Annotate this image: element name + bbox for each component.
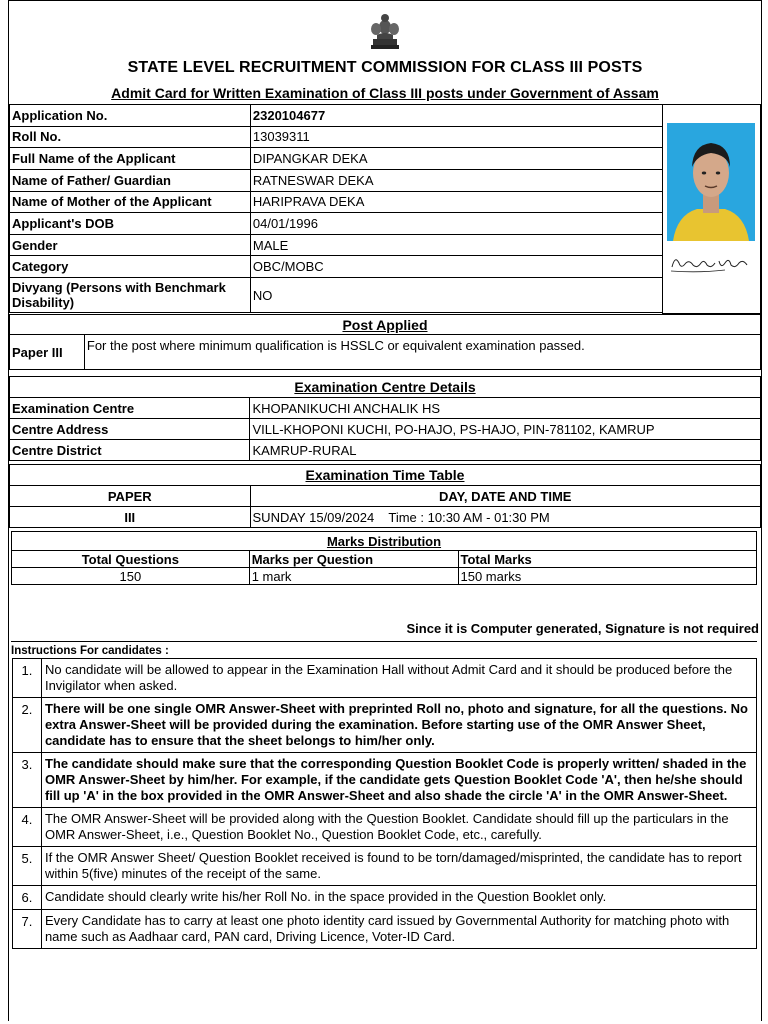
field-label: Name of Father/ Guardian: [10, 169, 251, 191]
field-label: Centre Address: [10, 419, 250, 440]
table-row: [10, 105, 761, 127]
marks-per-question-header: Marks per Question: [249, 551, 458, 568]
admit-card: [8, 0, 762, 1021]
paper-label: Paper III: [10, 335, 85, 370]
instruction-text: The OMR Answer-Sheet will be provided along with the Question Booklet. Candidate should fill up the particulars in the OMR Answer-Sheet, i.e., Question Booklet No., Question Booklet Code, etc., carefully.: [41, 808, 756, 847]
table-row: [10, 419, 761, 440]
total-marks-value: 150 marks: [458, 568, 757, 585]
table-row: [10, 213, 761, 235]
table-row: [10, 256, 761, 278]
table-row: [10, 148, 761, 170]
post-applied-heading: Post Applied: [10, 315, 761, 335]
instruction-number: 2.: [13, 698, 42, 753]
post-description: For the post where minimum qualification is HSSLC or equivalent examination passed.: [84, 335, 760, 370]
father-name: RATNESWAR DEKA: [250, 169, 662, 191]
instruction-number: 1.: [13, 659, 42, 698]
commission-title: STATE LEVEL RECRUITMENT COMMISSION FOR CLASS III POSTS: [127, 59, 643, 76]
field-label: Applicant's DOB: [10, 213, 251, 235]
field-label: Gender: [10, 234, 251, 256]
table-row: [10, 191, 761, 213]
marks-heading: Marks Distribution: [12, 532, 757, 551]
instruction-item: [13, 847, 757, 886]
applicant-photo: [667, 123, 755, 241]
instruction-item: [13, 808, 757, 847]
exam-timetable: [9, 464, 761, 528]
table-row: [10, 440, 761, 461]
field-label: Category: [10, 256, 251, 278]
table-row: [10, 234, 761, 256]
post-applied-table: [9, 314, 761, 370]
centre-district: KAMRUP-RURAL: [250, 440, 761, 461]
total-marks-header: Total Marks: [458, 551, 757, 568]
instruction-text: The candidate should make sure that the corresponding Question Booklet Code is properly written/ shaded in the OMR Answer-Sheet by him/her. For example, if the candidate gets Question Booklet Code 'A', then he/she should fill up 'A' in the box provided in the OMR Answer-Sheet and also shade the circle 'A' in the OMR Answer-Sheet.: [41, 753, 756, 808]
signature-note: Since it is Computer generated, Signature is not required: [406, 621, 759, 636]
instruction-text: Every Candidate has to carry at least one photo identity card issued by Governmental Authority for matching photo with name such as Aadhaar card, PAN card, Driving Licence, Voter-ID Card.: [41, 910, 756, 949]
instruction-number: 3.: [13, 753, 42, 808]
field-label: Full Name of the Applicant: [10, 148, 251, 170]
exam-centre-name: KHOPANIKUCHI ANCHALIK HS: [250, 398, 761, 419]
instructions-table: [12, 658, 757, 949]
field-label: Name of Mother of the Applicant: [10, 191, 251, 213]
instruction-item: [13, 910, 757, 949]
table-row: [10, 169, 761, 191]
timetable-heading: Examination Time Table: [10, 465, 761, 486]
field-label: Divyang (Persons with Benchmark Disability): [10, 278, 251, 313]
roll-number: 13039311: [250, 126, 662, 148]
mother-name: HARIPRAVA DEKA: [250, 191, 662, 213]
instruction-text: Candidate should clearly write his/her Roll No. in the space provided in the Question Booklet only.: [41, 886, 756, 910]
exam-centre-heading: Examination Centre Details: [10, 377, 761, 398]
category: OBC/MOBC: [250, 256, 662, 278]
national-emblem-icon: [365, 9, 405, 53]
instruction-text: No candidate will be allowed to appear in the Examination Hall without Admit Card and it should be produced before the Invigilator when asked.: [41, 659, 756, 698]
instruction-text: If the OMR Answer Sheet/ Question Booklet received is found to be torn/damaged/misprinted, the candidate has to report within 5(five) minutes of the receipt of the same.: [41, 847, 756, 886]
time-column-header: DAY, DATE AND TIME: [250, 486, 760, 507]
instruction-number: 5.: [13, 847, 42, 886]
instruction-number: 6.: [13, 886, 42, 910]
instruction-item: [13, 698, 757, 753]
paper-column-header: PAPER: [10, 486, 251, 507]
field-label: Centre District: [10, 440, 250, 461]
gender: MALE: [250, 234, 662, 256]
field-label: Application No.: [10, 105, 251, 127]
divyang-status: NO: [250, 278, 662, 313]
table-row: [10, 398, 761, 419]
instruction-item: [13, 753, 757, 808]
instruction-number: 7.: [13, 910, 42, 949]
instruction-text: There will be one single OMR Answer-Sheet with preprinted Roll no, photo and signature, for all the questions. No extra Answer-Sheet will be provided during the examination. Before starting use of the OMR Answer Sheet, candidate has to ensure that the sheet belongs to him/her only.: [41, 698, 756, 753]
field-label: Examination Centre: [10, 398, 250, 419]
table-row: [10, 126, 761, 148]
instructions-heading: Instructions For candidates :: [11, 641, 757, 657]
admit-card-subtitle: Admit Card for Written Examination of Class III posts under Government of Assam: [111, 85, 659, 101]
centre-address: VILL-KHOPONI KUCHI, PO-HAJO, PS-HAJO, PIN-781102, KAMRUP: [250, 419, 761, 440]
marks-per-question-value: 1 mark: [249, 568, 458, 585]
exam-date-time: SUNDAY 15/09/2024 Time : 10:30 AM - 01:30 PM: [250, 507, 760, 528]
applicant-name: DIPANGKAR DEKA: [250, 148, 662, 170]
total-questions-value: 150: [12, 568, 250, 585]
field-label: Roll No.: [10, 126, 251, 148]
table-row: [10, 278, 761, 313]
instruction-item: [13, 886, 757, 910]
marks-distribution: [11, 531, 757, 585]
total-questions-header: Total Questions: [12, 551, 250, 568]
instruction-item: [13, 659, 757, 698]
instruction-number: 4.: [13, 808, 42, 847]
applicant-signature: [669, 251, 753, 275]
applicant-details-table: [9, 104, 761, 314]
application-number: 2320104677: [250, 105, 662, 127]
photo-cell: [662, 105, 760, 314]
date-of-birth: 04/01/1996: [250, 213, 662, 235]
paper-value: III: [10, 507, 251, 528]
exam-centre-table: [9, 376, 761, 461]
